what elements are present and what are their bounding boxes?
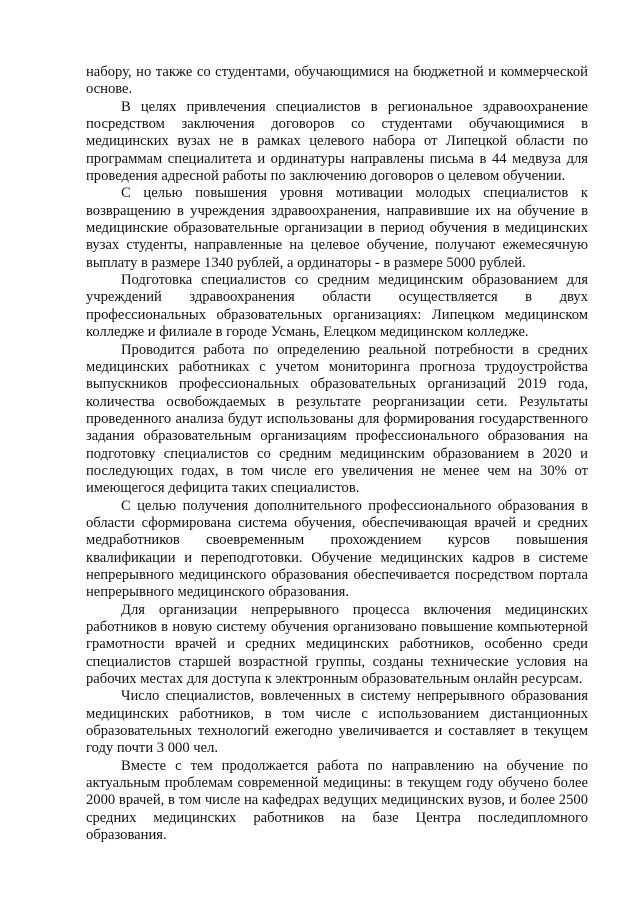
paragraph-training-results: Вместе с тем продолжается работа по направлению на обучение по актуальным проблемам современной медицины: в текущем году обучено более 2000 врачей, в том числе на кафедрах ведущих медицинских вузов, и более 2500 средних медицинских работников на базе Центра последипломного образования.	[86, 757, 588, 844]
paragraph-targeted-contracts: В целях привлечения специалистов в региональное здравоохранение посредством заключения договоров со студентами обучающимися в медицинских вузах не в рамках целевого набора от Липецкой области по программам специалитета и ординатуры направлены письма в 44 медвуза для проведения адресной работы по заключению договоров о целевом обучении.	[86, 98, 588, 185]
paragraph-continuation: набору, но также со студентами, обучающимися на бюджетной и коммерческой основе.	[86, 64, 588, 98]
paragraph-needs-assessment: Проводится работа по определению реальной потребности в средних медицинских работниках с учетом мониторинга прогноза трудоустройства выпускников профессиональных образовательных организаций 2019 года, количества освобождаемых в результате реорганизации сети. Результаты проведенного анализа будут использованы для формирования государственного задания образовательным организациям профессионального образования на подготовку специалистов со средним медицинским образованием в 2020 и последующих годах, в том числе его увеличения не менее чем на 30% от имеющегося дефицита таких специалистов.	[86, 341, 588, 497]
paragraph-secondary-education: Подготовка специалистов со средним медицинским образованием для учреждений здравоохранения области осуществляется в двух профессиональных образовательных организациях: Липецком медицинском колледже и филиале в городе Усмань, Елецком медицинском колледже.	[86, 272, 588, 341]
paragraph-specialist-count: Число специалистов, вовлеченных в систему непрерывного образования медицинских работников, в том числе с использованием дистанционных образовательных технологий ежегодно увеличивается и составляет в текущем году почти 3 000 чел.	[86, 688, 588, 757]
paragraph-motivation-payments: С целью повышения уровня мотивации молодых специалистов к возвращению в учреждения здравоохранения, направившие их на обучение в медицинские образовательные организации в период обучения в медицинских вузах студенты, направленные на целевое обучение, получают ежемесячную выплату в размере 1340 рублей, а ординаторы - в размере 5000 рублей.	[86, 185, 588, 271]
document-page	[86, 64, 588, 844]
paragraph-additional-education: С целью получения дополнительного профессионального образования в области сформирована система обучения, обеспечивающая врачей и средних медработников своевременным прохождением курсов повышения квалификации и переподготовки. Обучение медицинских кадров в системе непрерывного медицинского образования обеспечивается посредством портала непрерывного медицинского образования.	[86, 497, 588, 601]
paragraph-computer-literacy: Для организации непрерывного процесса включения медицинских работников в новую систему обучения организовано повышение компьютерной грамотности врачей и средних медицинских работников, особенно среди специалистов старшей возрастной группы, созданы технические условия на рабочих местах для доступа к электронным образовательным онлайн ресурсам.	[86, 601, 588, 688]
